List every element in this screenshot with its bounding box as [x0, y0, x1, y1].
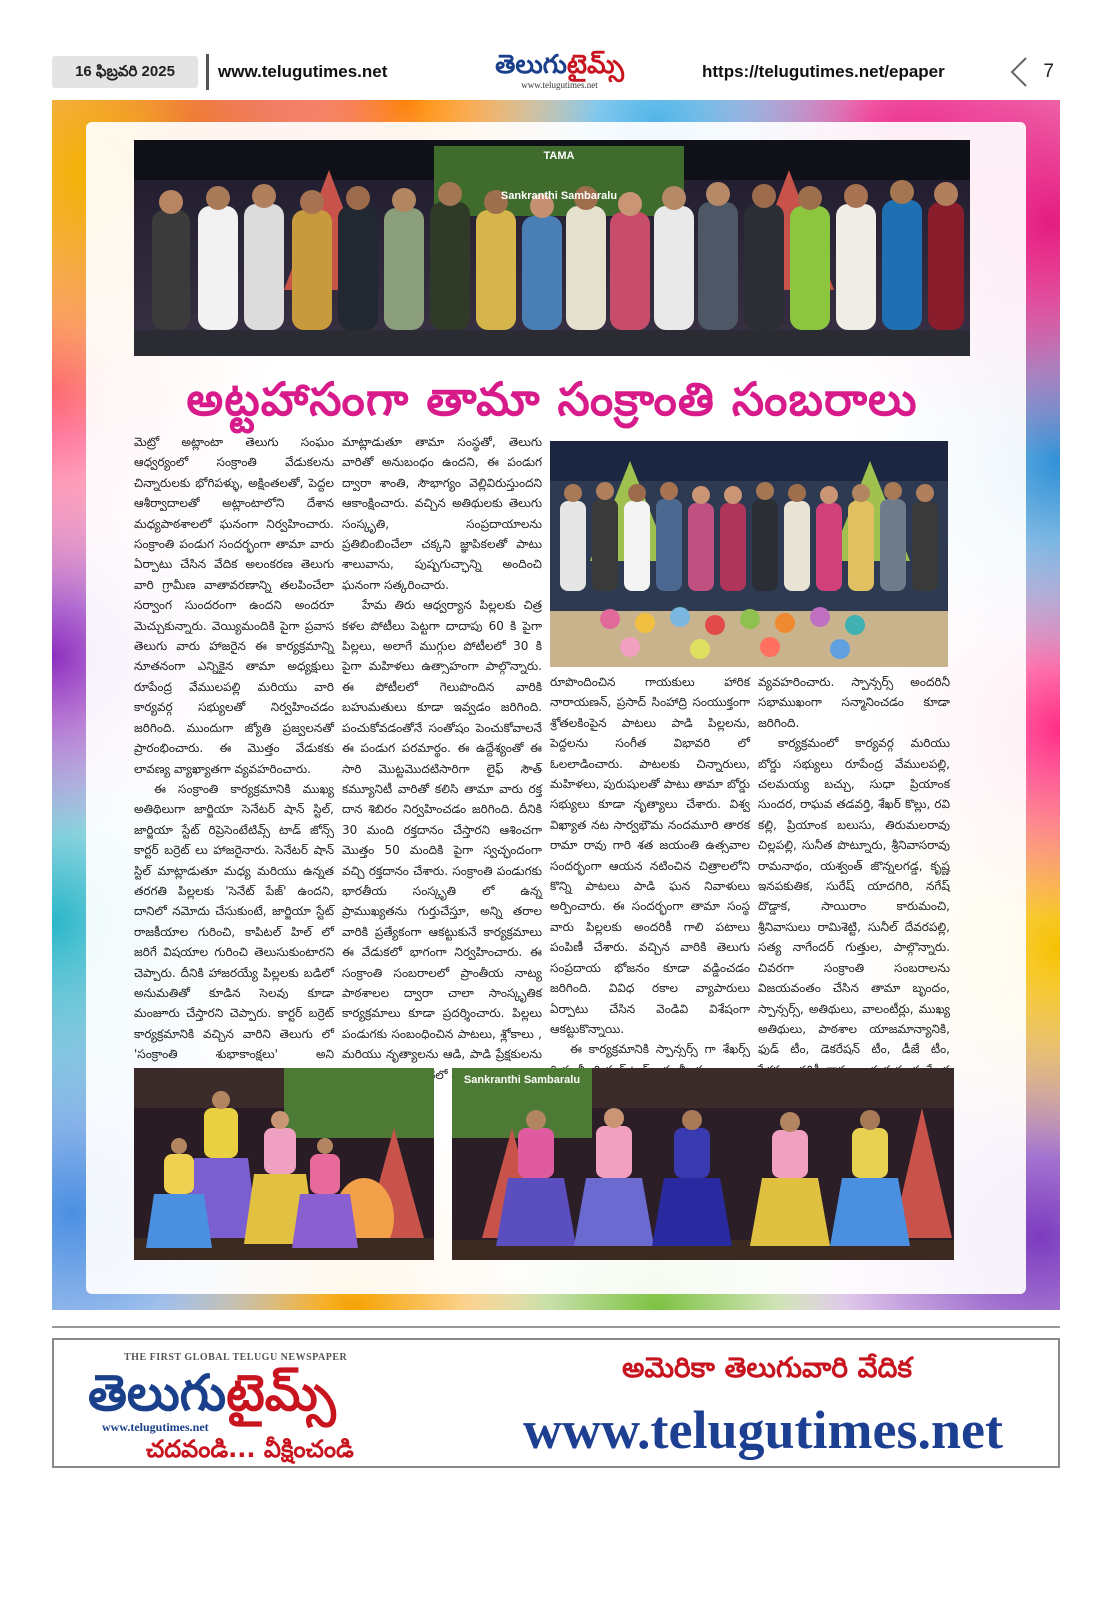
banner-subtitle: Sankranthi Sambaralu — [463, 1074, 581, 1086]
header-logo[interactable] — [472, 50, 647, 94]
epaper-url-link[interactable]: https://telugutimes.net/epaper — [702, 62, 945, 81]
group-photo-image — [134, 140, 970, 356]
logo-subtitle: www.telugutimes.net — [521, 80, 598, 90]
article-paragraph: ఈ కార్యక్రమానికి స్పాన్సర్స్ గా శేఖర్స్ — [570, 1042, 750, 1057]
article-column-4 — [758, 672, 950, 1062]
dance-photo-right-image — [452, 1068, 954, 1260]
article-column-3 — [550, 672, 750, 1062]
section-divider — [52, 1326, 1060, 1328]
group-photo-top — [134, 140, 970, 356]
article-paragraph: హేమ తిరు ఆధ్వర్యాన పిల్లలకు చిత్ర కళల పోటీలు పెట్టగా దాదాపు 60 కి పైగా పిల్లలు, అలాగే ముగ్గుల పోటీలలో 30 కి పైగా మహిళలు ఉత్సాహంగా పాల్గొన్నారు. ఈ పోటీలలో గెలుపొందిన వారికి బహుమతులు కూడా ఇవ్వడం జరిగింది. పంచుకోవడంతోనే సంతోషం పెంచుకోవాలనే ఈ పండుగ పరమార్థం. ఈ ఉద్దేశ్యంతో ఈ సారి మొట్టమొదటిసారిగా లైఫ్ సౌత్ కమ్యూనిటీ వారితో కలిసి తామా వారు రక్త దాన శిబిరం నిర్వహించడం జరిగింది. దీనికి 30 మంది రక్తదానం చేస్తారని ఆశించగా మొత్తం 50 మందికి పైగా స్వచ్ఛందంగా వచ్చి రక్తదానం చేశారు. సంక్రాంతి పండుగకు భారతీయ సంస్కృతి లో ఉన్న ప్రాముఖ్యతను గుర్తుచేస్తూ, అన్ని తరాల వారికి ప్రత్యేకంగా ఆకట్టుకునే కార్యక్రమాలు ఈ వేడుకలో భాగంగా నిర్వహించారు. ఈ సంక్రాంతి సంబరాలలో ప్రాంతీయ నాట్య పాఠశాలల ద్వారా చాలా సాంస్కృతిక కార్యక్రమాలు కూడా ప్రదర్శించారు. పిల్లలు పండుగకు సంబంధించిన పాటలు, శ్లోకాలు , మరియు నృత్యాలను ఆడి, పాడి ప్రేక్షకులను — [342, 598, 542, 1062]
issue-date: 16 ఫిబ్రవరి 2025 — [52, 56, 198, 88]
ad-motto: చదవండి... వీక్షించండి — [146, 1435, 354, 1463]
article-headline: అట్టహాసంగా తామా సంక్రాంతి సంబరాలు — [186, 372, 918, 426]
article-paragraph: వ్యవహరించారు. స్పాన్సర్స్ అందరినీ సభాముఖంగా సన్మానించడం కూడా జరిగింది. — [758, 675, 950, 730]
dance-photo-left — [134, 1068, 434, 1260]
banner-subtitle: Sankranthi Sambaralu — [500, 190, 618, 202]
article-column-2 — [342, 432, 542, 1062]
ad-title: అమెరికా తెలుగువారి వేదిక — [622, 1351, 912, 1384]
dance-photo-right — [452, 1068, 954, 1260]
article-paragraph: ఈ సంక్రాంతి కార్యక్రమానికి ముఖ్య అతిథిలుగా జార్జియా సెనేటర్ షాన్ స్టిల్, జార్జియా స్టేట్ రిప్రెసెంటేటివ్స్ టాడ్ జోన్స్ కార్టర్ బర్రెట్ లు హాజరైనారు. సెనేటర్ షాన్ స్టిల్ మాట్లాడుతూ మధ్య మరియు ఉన్నత తరగతి పిల్లలకు 'సెనేట్ పేజ్' ఉందని, దానిలో నమోదు చేసుకుంటే, జార్జియా స్టేట్ రాజకీయాల గురించి, కాపిటల్ హిల్ లో జరిగే విషయాల గురించి తెలుసుకుంటారని చెప్పారు. దీనికి హాజరయ్యే పిల్లలకు బడిలో అనుమతితో కూడిన సెలవు కూడా మంజూరు చేస్తారని చెప్పారు. కార్టర్ బర్రెట్ కార్యక్రమానికి వచ్చిన వారిని తెలుగు లో 'సంక్రాంతి శుభాకాంక్షలు' అని — [134, 781, 334, 1062]
article-paragraph: మెట్రో అట్లాంటా తెలుగు సంఘం ఆధ్వర్యంలో సంక్రాంతి వేడుకలను చిన్నారులకు భోగిపళ్ళు, అక్షింతలతో, పెద్దల ఆశీర్వాదాలతో అట్లాంటాలోని దేశాన మధ్యపాఠశాలలో ఘనంగా నిర్వహించారు. సంక్రాంతి పండుగ సందర్భంగా తామా వారు ఏర్పాటు చేసిన వేదిక అలంకరణ తెలుగు వారి గ్రామీణ వాతావరణాన్ని తలపించేలా సర్వాంగ సుందరంగా ఉందని అందరూ మెచ్చుకున్నారు. వెయ్యిమందికి పైగా ప్రవాస తెలుగు వారు హాజరైన ఈ కార్యక్రమాన్ని నూతనంగా ఎన్నికైన తామా అధ్యక్షులు రూపేంద్ర వేములపల్లి మరియు వారి కార్యవర్గ సభ్యులతో నిర్వహించడం జరిగింది. ముందుగా జ్యోతి ప్రజ్వలనతో ప్రారంభించారు. ఈ మొత్తం వేడుకకు లావణ్య వ్యాఖ్యాతగా వ్యవహరించారు. — [134, 435, 334, 776]
article-paragraph: మాట్లాడుతూ తామా సంస్థతో, తెలుగు వారితో అనుబంధం ఉందని, ఈ పండుగ ద్వారా శాంతి, సౌభాగ్యం వెల్లివిరుస్తుందని ఆకాంక్షించారు. వచ్చిన అతిథులకు తెలుగు సంస్కృతి, సంప్రదాయాలను ప్రతిబింబించేలా చక్కని జ్ఞాపికలతో పాటు శాలువాను, పుష్పగుచ్ఛాన్ని అందించి ఘనంగా సత్కరించారు. — [342, 435, 542, 592]
children-photo-image — [550, 441, 948, 667]
ad-logo-times: టైమ్స్ — [226, 1363, 336, 1422]
article-paragraph: కార్యక్రమంలో కార్యవర్గ మరియు బోర్డు సభ్యులు రూపేంద్ర వేములపల్లి, చలమయ్య బచ్చు, సుధా ప్రియాంక సుందర, రాఘవ తడవర్తి, శేఖర్ కొల్లు, రవి కల్లి, ప్రియాంక బలుసు, తిరుమలరావు చిల్లపల్లి, సునీత పొట్నూరు, శ్రీనివాసరావు రామనాథం, యశ్వంత్ జొన్నలగడ్డ, కృష్ణ ఇనపకుతిక, సురేష్ యాదగిరి, నగేష్ దొడ్డాక, సాయిరాం కారుమంచి, శ్రీనివాసులు రామిశెట్టి, సునీల్ దేవరపల్లి, సత్య నాగేందర్ గుత్తుల, పాల్గొన్నారు. చివరగా సంక్రాంతి సంబరాలను విజయవంతం చేసిన తామా బృందం, స్పాన్సర్స్, అతిథులు, వాలంటీర్లు, ముఖ్య అతిథులు, పాఠశాల యాజమాన్యానికి, ఫుడ్ టీం, డెకరేషన్ టీం, డీజే టీం, — [758, 736, 950, 1057]
group-photo-middle — [550, 441, 948, 667]
page-header — [52, 50, 1060, 94]
ad-logo — [88, 1363, 336, 1422]
banner-title: TAMA — [543, 150, 575, 162]
page-number: 7 — [1043, 61, 1054, 82]
ad-site-small: www.telugutimes.net — [102, 1420, 209, 1434]
article-paragraph: రూపొందించిన గాయకులు హారిక నారాయణన్, ప్రసాద్ సింహాద్రి సంయుక్తంగా శ్రోతలకింపైన పాటలు పాడి పిల్లలను, పెద్దలను సంగీత విభావరి లో ఓలలాడించారు. పాటలకు చిన్నారులు, మహిళలు, పురుషులతో పాటు తామా బోర్డు సభ్యులు కూడా నృత్యాలు చేశారు. విశ్వ విఖ్యాత నట సార్వభౌమ నందమూరి తారక రామా రావు గారి శత జయంతి ఉత్సవాల సందర్భంగా ఆయన నటించిన చిత్రాలలోని కొన్ని పాటలు పాడి ఘన నివాళులు అర్పించారు. ఈ సందర్భంగా తామా సంస్థ వారు పిల్లలకు అందరికీ గాలి పటాలు పంపిణీ చేశారు. వచ్చిన వారికి తెలుగు సంప్రదాయ భోజనం కూడా వడ్డించడం జరిగింది. వివిధ రకాల వ్యాపారులు ఏర్పాటు చేసిన వెండివి విశేషంగా ఆకట్టుకొన్నాయి. — [550, 675, 750, 1036]
site-url-link[interactable]: www.telugutimes.net — [218, 62, 388, 81]
dance-photo-left-image — [134, 1068, 434, 1260]
article-column-1 — [134, 432, 334, 1062]
ad-logo-telugu: తెలుగు — [88, 1363, 227, 1422]
ad-tagline: THE FIRST GLOBAL TELUGU NEWSPAPER — [124, 1352, 348, 1363]
ad-url-link[interactable]: www.telugutimes.net — [523, 1400, 1003, 1460]
logo-telugu: తెలుగు — [495, 50, 567, 80]
ad-brand-block — [54, 1340, 454, 1466]
footer-advertisement[interactable] — [52, 1338, 1060, 1468]
logo-times: టైమ్స్ — [566, 50, 624, 80]
header-divider — [206, 54, 209, 90]
